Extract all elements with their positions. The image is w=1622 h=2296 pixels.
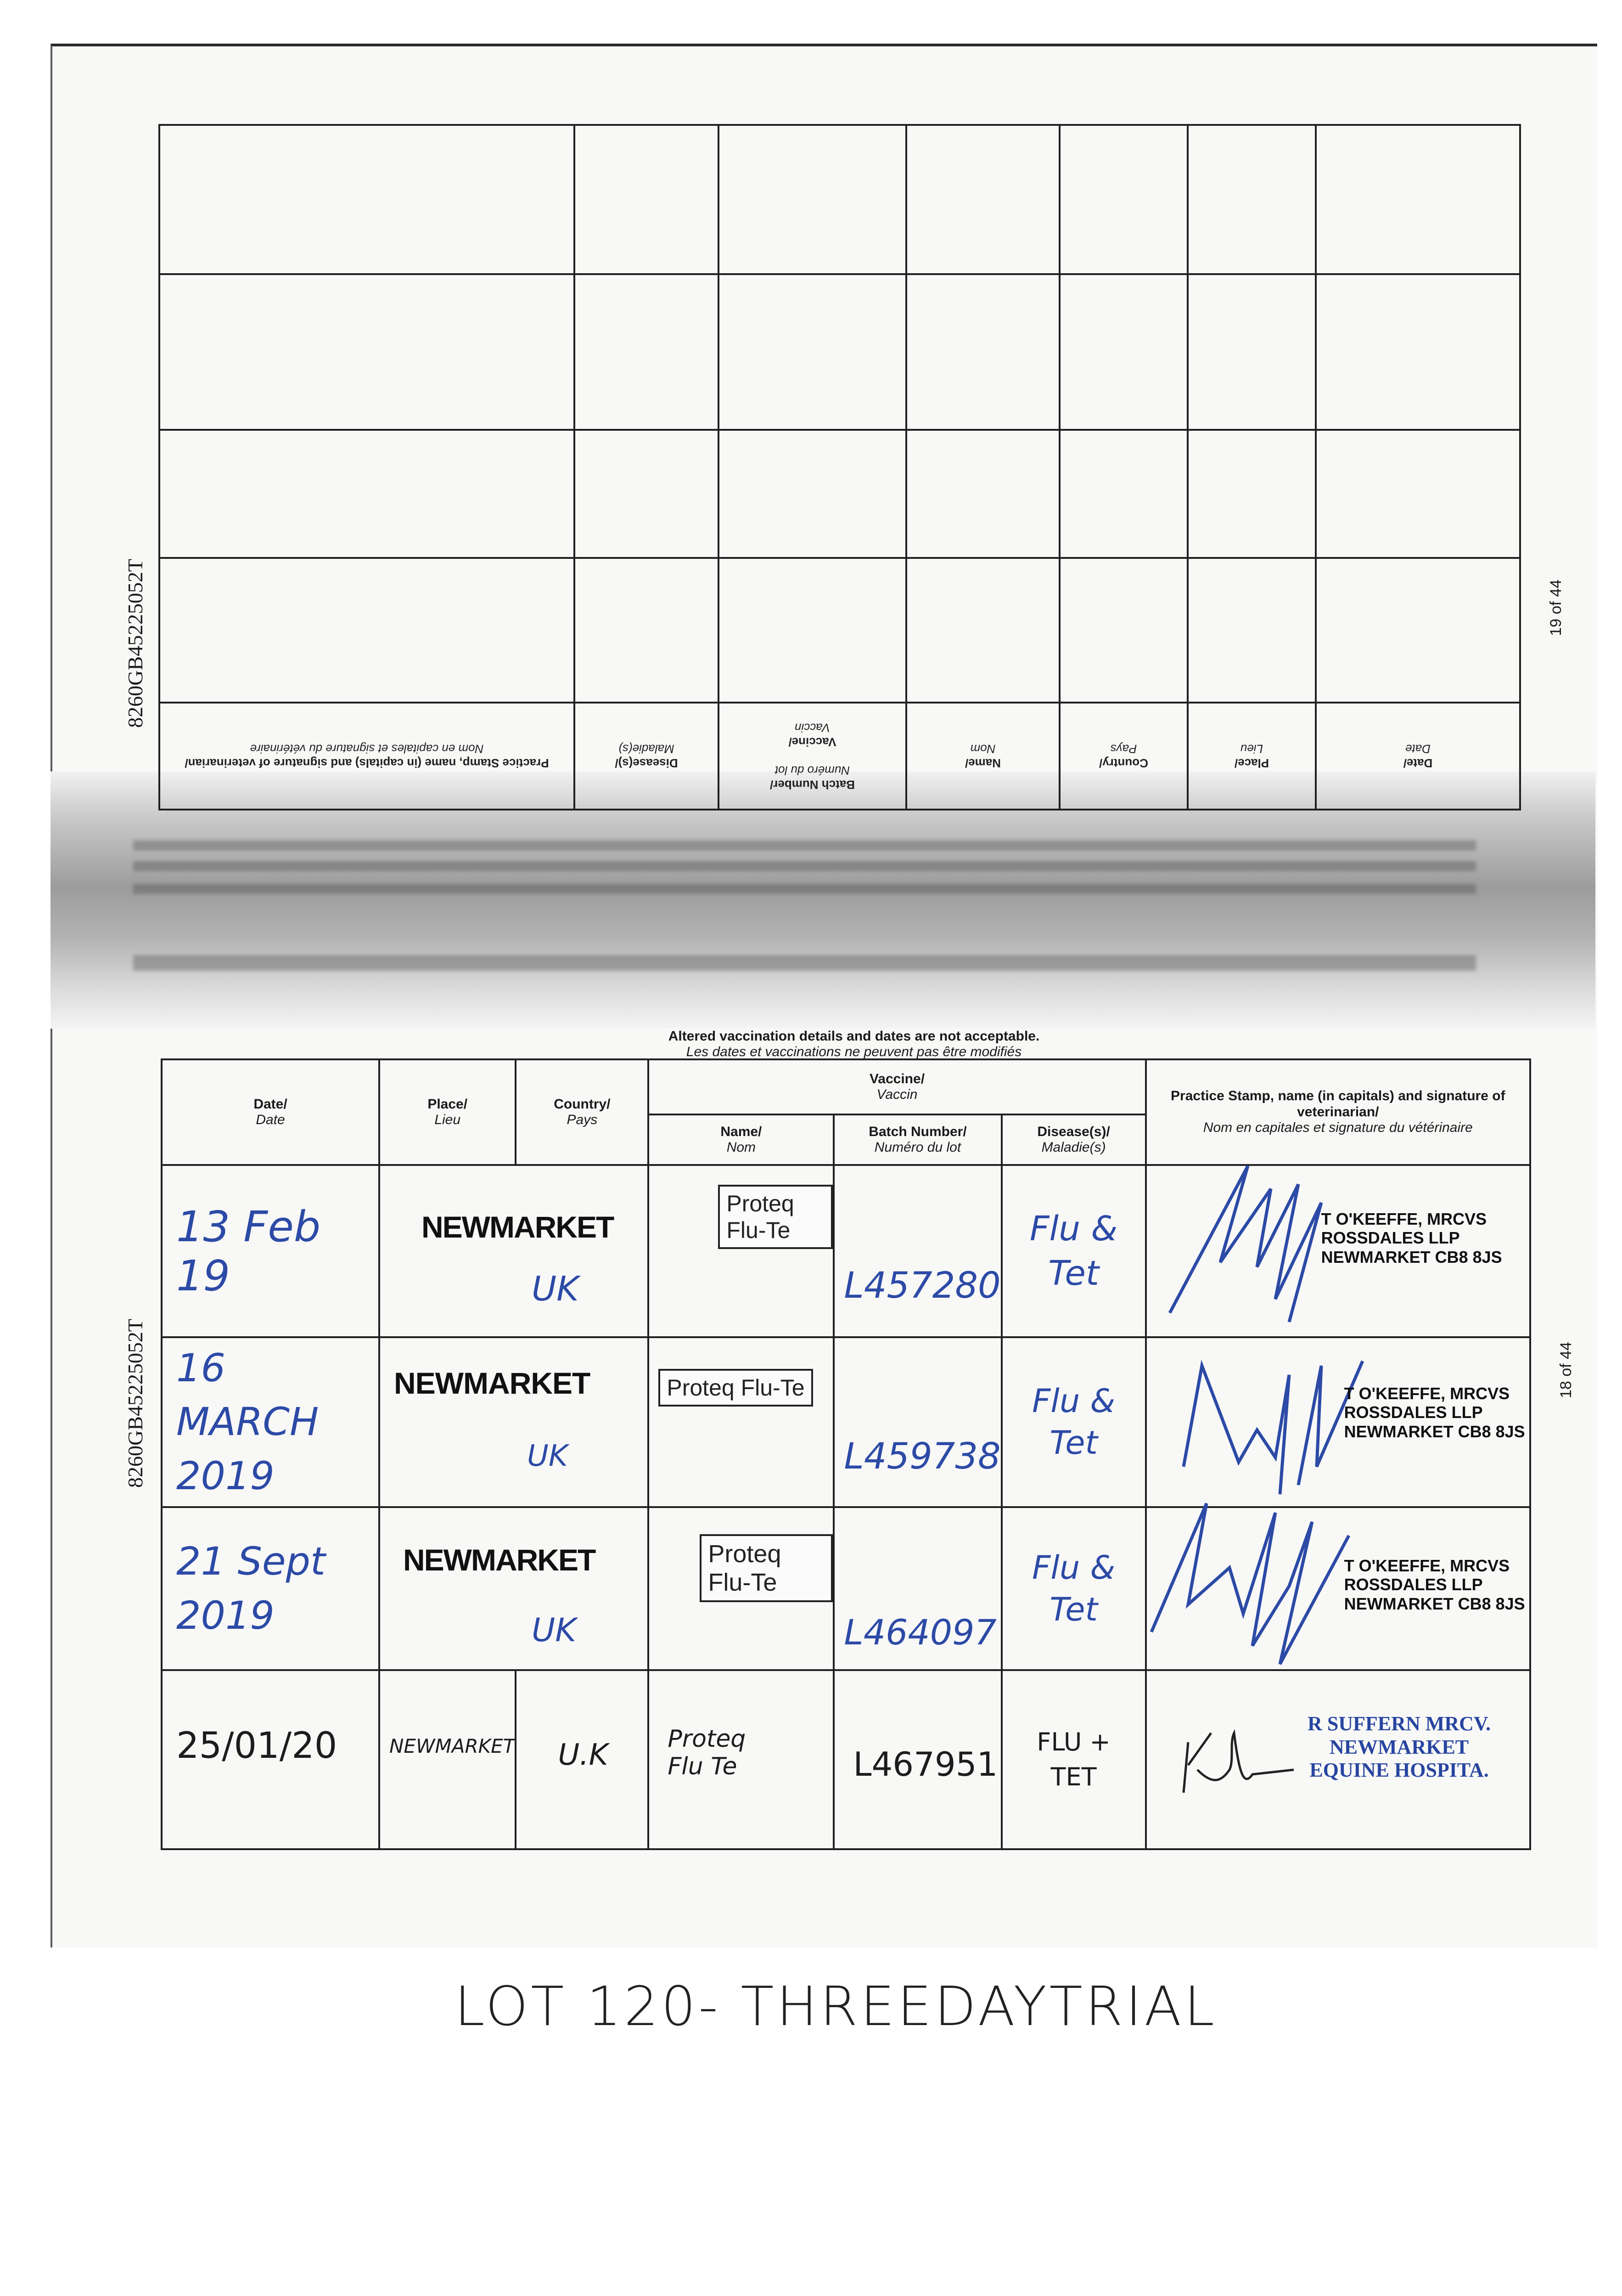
row1-disease: Flu & Tet: [1002, 1165, 1146, 1337]
row4-vet: R SUFFERN MRCV. NEWMARKET EQUINE HOSPITA.: [1146, 1670, 1530, 1849]
table-row: [162, 1507, 1530, 1670]
row4-vaccine-name: Proteq Flu Te: [648, 1670, 834, 1849]
signature-okeeffe: [1151, 1148, 1344, 1350]
row3-vaccine-name: Proteq Flu-Te: [648, 1507, 834, 1670]
row1-place-country: NEWMARKET UK: [379, 1165, 648, 1337]
upper-header-country: Country/ Pays: [1060, 703, 1188, 810]
upper-header-date: Date/ Date: [1316, 703, 1520, 810]
row2-disease: Flu & Tet: [1002, 1337, 1146, 1507]
lower-vaccination-table: [161, 1058, 1531, 1850]
row4-date: 25/01/20: [162, 1670, 379, 1849]
table-row: [162, 1337, 1530, 1507]
upper-header-place: Place/ Lieu: [1188, 703, 1316, 810]
header-disease: Disease(s)/ Maladie(s): [1002, 1114, 1146, 1165]
row3-date: 21 Sept 2019: [162, 1507, 379, 1670]
header-name: Name/ Nom: [648, 1114, 834, 1165]
row3-vet: T O'KEEFFE, MRCVS ROSSDALES LLP NEWMARKET CB8 8JS: [1146, 1507, 1530, 1670]
row2-batch: L459738: [834, 1337, 1001, 1507]
page-number-upper: 19 of 44: [1547, 580, 1565, 636]
signature-suffern: [1179, 1715, 1298, 1806]
passport-id-upper: 8260GB45225052T: [123, 559, 147, 728]
upper-header-disease: Disease(s)/ Maladie(s): [574, 703, 718, 810]
signature-okeeffe: [1138, 1494, 1358, 1678]
upper-header-stamp: Practice Stamp, name (in capitals) and signature of veterinarian/ Nom en capitales et signature du vétérinaire: [159, 703, 574, 810]
lot-note: LOT 120- THREEDAYTRIAL: [455, 1975, 1217, 2038]
header-vaccine: Vaccine/ Vaccin: [648, 1059, 1145, 1114]
row1-date: 13 Feb 19: [162, 1165, 379, 1337]
row3-batch: L464097: [834, 1507, 1001, 1670]
header-practice-stamp: Practice Stamp, name (in capitals) and signature of veterinarian/ Nom en capitales et signature du vétérinaire: [1146, 1059, 1530, 1165]
row1-vet: T O'KEEFFE, MRCVS ROSSDALES LLP NEWMARKET CB8 8JS: [1146, 1165, 1530, 1337]
row4-batch: L467951: [834, 1670, 1001, 1849]
passport-id-lower: 8260GB45225052T: [123, 1319, 147, 1488]
row3-place-country: NEWMARKET UK: [379, 1507, 648, 1670]
alteration-notice: Altered vaccination details and dates are not acceptable. Les dates et vaccinations ne peuvent pas être modifiés: [668, 1029, 1040, 1059]
header-batch: Batch Number/ Numéro du lot: [834, 1114, 1001, 1165]
header-country: Country/ Pays: [516, 1059, 648, 1165]
upper-header-name: Name/ Nom: [906, 703, 1060, 810]
header-date: Date/ Date: [162, 1059, 379, 1165]
row4-country: U.K: [516, 1670, 648, 1849]
row4-place: NEWMARKET: [379, 1670, 516, 1849]
row1-vaccine-name: Proteq Flu-Te: [648, 1165, 834, 1337]
page-number-lower: 18 of 44: [1557, 1342, 1575, 1398]
table-row: [162, 1165, 1530, 1337]
row2-place-country: NEWMARKET UK: [379, 1337, 648, 1507]
header-place: Place/ Lieu: [379, 1059, 516, 1165]
row2-vet: T O'KEEFFE, MRCVS ROSSDALES LLP NEWMARKET CB8 8JS: [1146, 1337, 1530, 1507]
row1-batch: L457280: [834, 1165, 1001, 1337]
table-row: [162, 1670, 1530, 1849]
row2-vaccine-name: Proteq Flu-Te: [648, 1337, 834, 1507]
row2-date: 16 MARCH 2019: [162, 1337, 379, 1507]
row4-disease: FLU + TET: [1002, 1670, 1146, 1849]
upper-vaccination-table: [158, 124, 1521, 810]
row3-disease: Flu & Tet: [1002, 1507, 1146, 1670]
upper-header-batch: Batch Number/ Numéro du lot Vaccine/ Vaccin: [718, 703, 906, 810]
